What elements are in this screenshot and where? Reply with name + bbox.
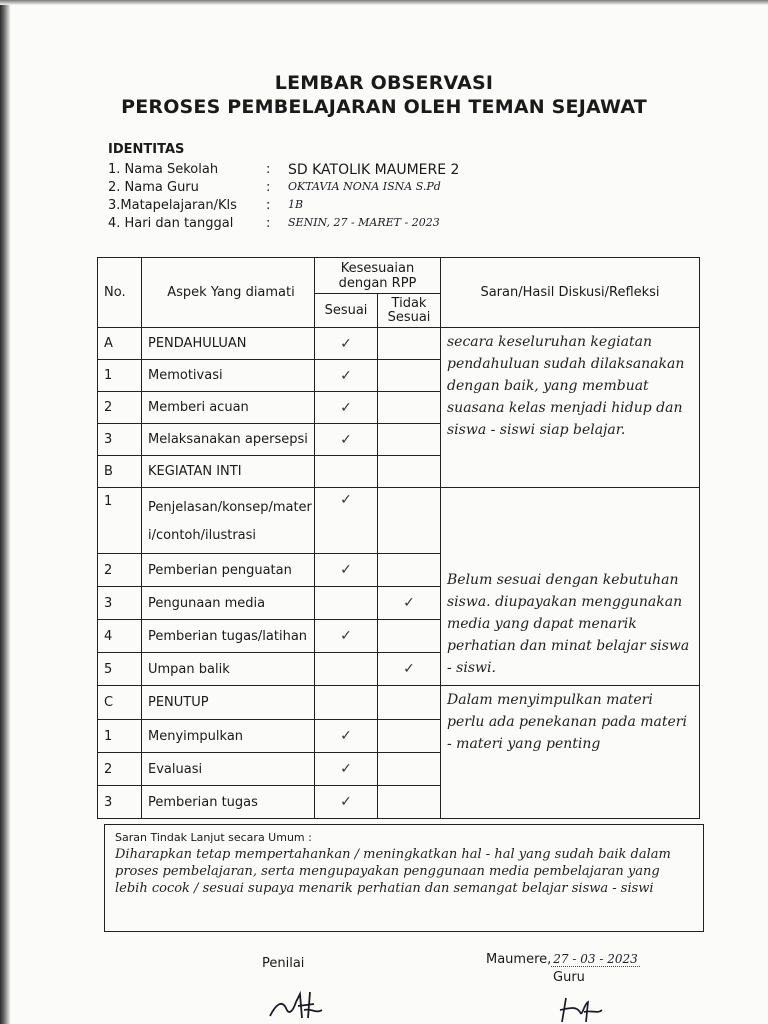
identitas-heading: IDENTITAS — [108, 142, 185, 157]
check-mark: ✓ — [340, 761, 352, 777]
check-mark: ✓ — [340, 728, 352, 744]
header-aspek: Aspek Yang diamati — [142, 258, 315, 328]
header-kesesuaian: Kesesuaian dengan RPP — [315, 258, 441, 294]
penilai-signature — [266, 988, 326, 1022]
check-mark: ✓ — [403, 661, 415, 677]
header-saran: Saran/Hasil Diskusi/Refleksi — [441, 258, 700, 328]
table-row: 2 Evaluasi ✓ — [98, 753, 700, 786]
scan-edge-left — [0, 0, 10, 1024]
table-row: 1 Menyimpulkan ✓ — [98, 720, 700, 753]
observation-table — [97, 257, 700, 819]
check-mark: ✓ — [340, 367, 352, 384]
saran-kegiatan-inti: Belum sesuai dengan kebutuhan siswa. diupayakan menggunakan media yang dapat menarik perhatian dan minat belajar siswa - siswi. — [441, 488, 700, 686]
saran-umum-label: Saran Tindak Lanjut secara Umum : — [115, 831, 312, 844]
identitas-block: IDENTITAS 1. Nama Sekolah : SD KATOLIK MAUMERE 2 2. Nama Guru : OKTAVIA NONA ISNA S.Pd 3.Matapelajaran/Kls : 1B 4. Hari dan tanggal : SENIN, 27 - MARET - 2023 — [108, 142, 460, 231]
guru-signature — [556, 994, 606, 1024]
table-row: 1 Memotivasi ✓ — [98, 360, 700, 392]
scan-edge-top — [0, 0, 768, 5]
table-row: 4 Pemberian tugas/latihan ✓ — [98, 620, 700, 653]
check-mark: ✓ — [340, 335, 352, 352]
table-row: 5 Umpan balik ✓ — [98, 653, 700, 686]
guru-label: Guru — [553, 970, 585, 985]
table-row: 2 Pemberian penguatan ✓ — [98, 554, 700, 587]
check-mark: ✓ — [340, 628, 352, 644]
check-mark: ✓ — [340, 492, 352, 508]
header-no: No. — [98, 258, 142, 328]
table-row: 3 Pemberian tugas ✓ — [98, 786, 700, 819]
table-row: 2 Memberi acuan ✓ — [98, 392, 700, 424]
check-mark: ✓ — [340, 794, 352, 810]
place-date: Maumere, 27 - 03 - 2023 — [486, 952, 638, 967]
check-mark: ✓ — [403, 595, 415, 611]
saran-pendahuluan: secara keseluruhan kegiatan pendahuluan sudah dilaksanakan dengan baik, yang membuat suasana kelas menjadi hidup dan siswa - siswi siap belajar. — [441, 328, 700, 488]
saran-umum-box — [104, 824, 704, 932]
check-mark: ✓ — [340, 431, 352, 448]
header-sesuai: Sesuai — [315, 294, 378, 328]
table-row: 1 Penjelasan/konsep/materi/contoh/ilustrasi ✓ Belum sesuai dengan kebutuhan siswa. diupayakan menggunakan media yang dapat menarik perhatian dan minat belajar siswa - siswi. — [98, 488, 700, 554]
table-row: 3 Pengunaan media ✓ — [98, 587, 700, 620]
document-title: LEMBAR OBSERVASI — [274, 72, 494, 94]
saran-umum-text: Diharapkan tetap mempertahankan / meningkatkan hal - hal yang sudah baik dalam proses pembelajaran, serta mengupayakan penggunaan media pembelajaran yang lebih cocok / sesuai supaya menarik perhatian dan semangat belajar siswa - siswi — [115, 847, 671, 896]
header-tidak-sesuai: Tidak Sesuai — [378, 294, 441, 328]
table-row: 3 Melaksanakan apersepsi ✓ — [98, 424, 700, 456]
penilai-label: Penilai — [262, 956, 305, 971]
saran-penutup: Dalam menyimpulkan materi perlu ada penekanan pada materi - materi yang penting — [441, 686, 700, 819]
document-subtitle: PEROSES PEMBELAJARAN OLEH TEMAN SEJAWAT — [121, 96, 647, 118]
section-row-a: A PENDAHULUAN ✓ secara keseluruhan kegiatan pendahuluan sudah dilaksanakan dengan baik, yang membuat suasana kelas menjadi hidup dan siswa - siswi siap belajar. — [98, 328, 700, 360]
check-mark: ✓ — [340, 399, 352, 416]
section-row-c: C PENUTUP Dalam menyimpulkan materi perlu ada penekanan pada materi - materi yang penting — [98, 686, 700, 720]
check-mark: ✓ — [340, 562, 352, 578]
section-row-b: B KEGIATAN INTI — [98, 456, 700, 488]
